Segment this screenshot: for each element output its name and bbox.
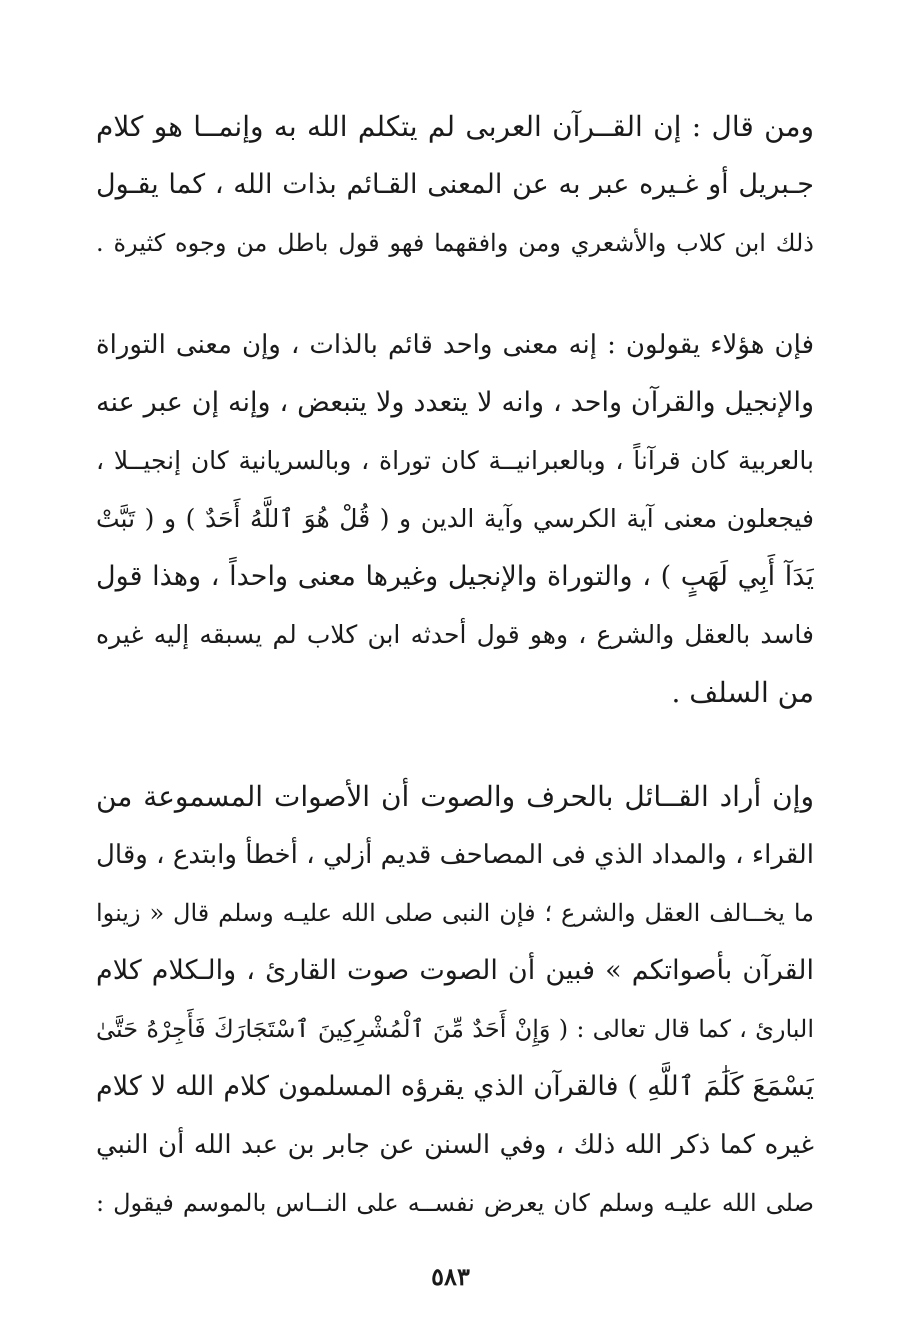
text-line-with-quran-verse: يَدَآ أَبِي لَهَبٍ ) ، والتوراة والإنجيل وغيرها معنى واحداً ، وهذا قول [96,561,814,592]
text-line: وإن أراد القــائل بالحرف والصوت أن الأصوات المسموعة من [96,780,814,813]
page-number: ٥٨٣ [431,1262,470,1291]
text-line: ومن قال : إن القــرآن العربى لم يتكلم الله به وإنمــا هو كلام [96,110,814,143]
text-line-with-quran-verse: البارئ ، كما قال تعالى : ( وَإِنْ أَحَدٌ مِّنَ ٱلْمُشْرِكِينَ ٱسْتَجَارَكَ فَأَجِرْهُ حَتَّىٰ [96,1015,814,1043]
text-line: بالعربية كان قرآناً ، وبالعبرانيــة كان توراة ، وبالسريانية كان إنجيــلا ، [96,446,814,475]
text-line: والإنجيل والقرآن واحد ، وانه لا يتعدد ولا يتبعض ، وإنه إن عبر عنه [96,387,814,418]
text-line: ما يخــالف العقل والشرع ؛ فإن النبى صلى الله عليـه وسلم قال « زينوا [96,899,814,927]
text-line-with-quran-verse: فيجعلون معنى آية الكرسي وآية الدين و ( قُلْ هُوَ ٱللَّهُ أَحَدٌ ) و ( تَبَّتْ [96,504,814,533]
paragraph-1 [96,98,814,272]
text-line: جـبريل أو غـيره عبر به عن المعنى القـائم بذات الله ، كما يقـول [96,169,814,200]
text-line: فإن هؤلاء يقولون : إنه معنى واحد قائم بالذات ، وإن معنى التوراة [96,330,814,360]
text-line: فاسد بالعقل والشرع ، وهو قول أحدثه ابن كلاب لم يسبقه إليه غيره [96,620,814,649]
text-line: القرآن بأصواتكم » فبين أن الصوت صوت القارئ ، والـكلام كلام [96,955,814,986]
paragraph-2 [96,316,814,722]
text-line: صلى الله عليـه وسلم كان يعرض نفســه على النــاس بالموسم فيقول : [96,1189,814,1217]
paragraph-3 [96,768,814,1232]
text-line: القراء ، والمداد الذي فى المصاحف قديم أزلي ، أخطأ وابتدع ، وقال [96,840,814,870]
text-line-with-quran-verse: يَسْمَعَ كَلَٰمَ ٱللَّهِ ) فالقرآن الذي يقرؤه المسلمون كلام الله لا كلام [96,1071,814,1102]
text-line: ذلك ابن كلاب والأشعري ومن وافقهما فهو قول باطل من وجوه كثيرة . [96,229,814,257]
text-line: غيره كما ذكر الله ذلك ، وفي السنن عن جابر بن عبد الله أن النبي [96,1130,814,1160]
text-line: من السلف . [671,676,814,709]
